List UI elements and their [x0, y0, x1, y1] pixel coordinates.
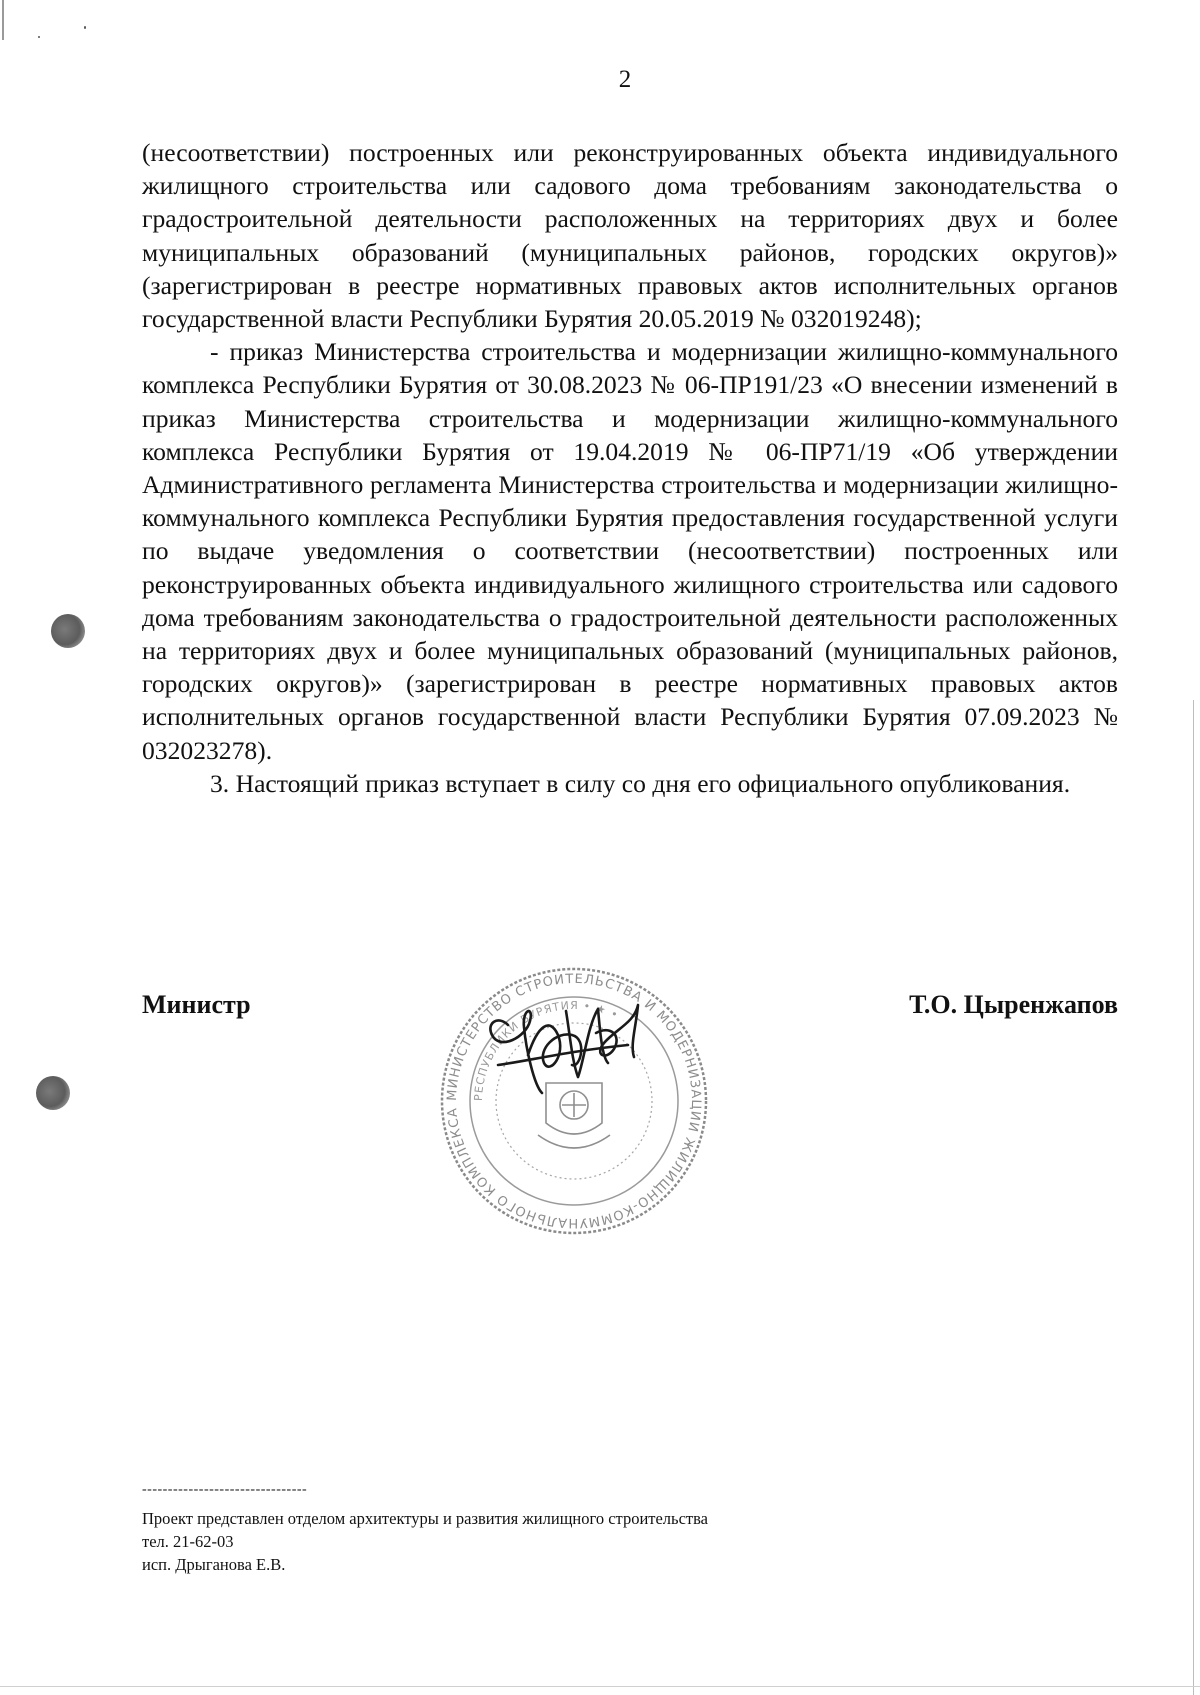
scan-edge-left — [2, 0, 4, 40]
punch-hole-icon — [51, 614, 85, 648]
footer-department: Проект представлен отделом архитектуры и развития жилищного строительства — [142, 1509, 708, 1528]
footer-phone: тел. 21-62-03 — [142, 1532, 234, 1551]
signatory-name: Т.О. Цыренжапов — [909, 990, 1118, 1019]
seal-inner-text: РЕСПУБЛИКИ БУРЯТИЯ • ★ • — [471, 998, 621, 1102]
footer-note — [142, 1478, 708, 1576]
scan-speck — [38, 36, 40, 38]
scan-speck — [84, 26, 86, 29]
document-body — [142, 136, 1118, 800]
scan-edge-bottom — [0, 1686, 1200, 1687]
seal-outer-text: МИНИСТЕРСТВО СТРОИТЕЛЬСТВА И МОДЕРНИЗАЦИИ ЖИЛИЩНО-КОММУНАЛЬНОГО КОМПЛЕКСА — [444, 971, 704, 1231]
paragraph-effective-date: 3. Настоящий приказ вступает в силу со дня его официального опубликования. — [210, 768, 1071, 798]
paragraph-order-item: - приказ Министерства строительства и модернизации жилищно-коммунального комплекса Республики Бурятия от 30.08.2023 № 06-ПР191/23 «О внесении изменений в приказ Министерства строительства и модернизации жилищно-коммунального комплекса Республики Бурятия от 19.04.2019 № 06-ПР71/19 «Об утверждении Административного регламента Министерства строительства и модернизации жилищно-коммунального комплекса Республики Бурятия предоставления государственной услуги по выдаче уведомления о соответствии (несоответствии) построенных или реконструированных объекта индивидуального жилищного строительства или садового дома требованиям законодательства о градостроительной деятельности расположенных на территориях двух и более муниципальных образований (муниципальных районов, городских округов)» (зарегистрирован в реестре нормативных правовых актов исполнительных органов государственной власти Республики Бурятия 07.09.2023 № 032023278). — [142, 337, 1118, 765]
paragraph-continuation: (несоответствии) построенных или реконструированных объекта индивидуального жилищного строительства или садового дома требованиям законодательства о градостроительной деятельности расположенных на территориях двух и более муниципальных образований (муниципальных районов, городских округов)» (зарегистрирован в реестре нормативных правовых актов исполнительных органов государственной власти Республики Бурятия 20.05.2019 № 032019248); — [142, 138, 1118, 334]
scan-edge-right — [1193, 700, 1194, 1695]
punch-hole-icon — [36, 1076, 70, 1110]
coat-of-arms-icon — [538, 1083, 610, 1148]
footer-executor: исп. Дрыганова Е.В. — [142, 1555, 286, 1574]
page-number: 2 — [618, 66, 632, 93]
footer-separator: -------------------------------- — [142, 1482, 308, 1497]
signatory-title: Министр — [142, 990, 251, 1019]
signature-block — [142, 990, 1118, 1024]
